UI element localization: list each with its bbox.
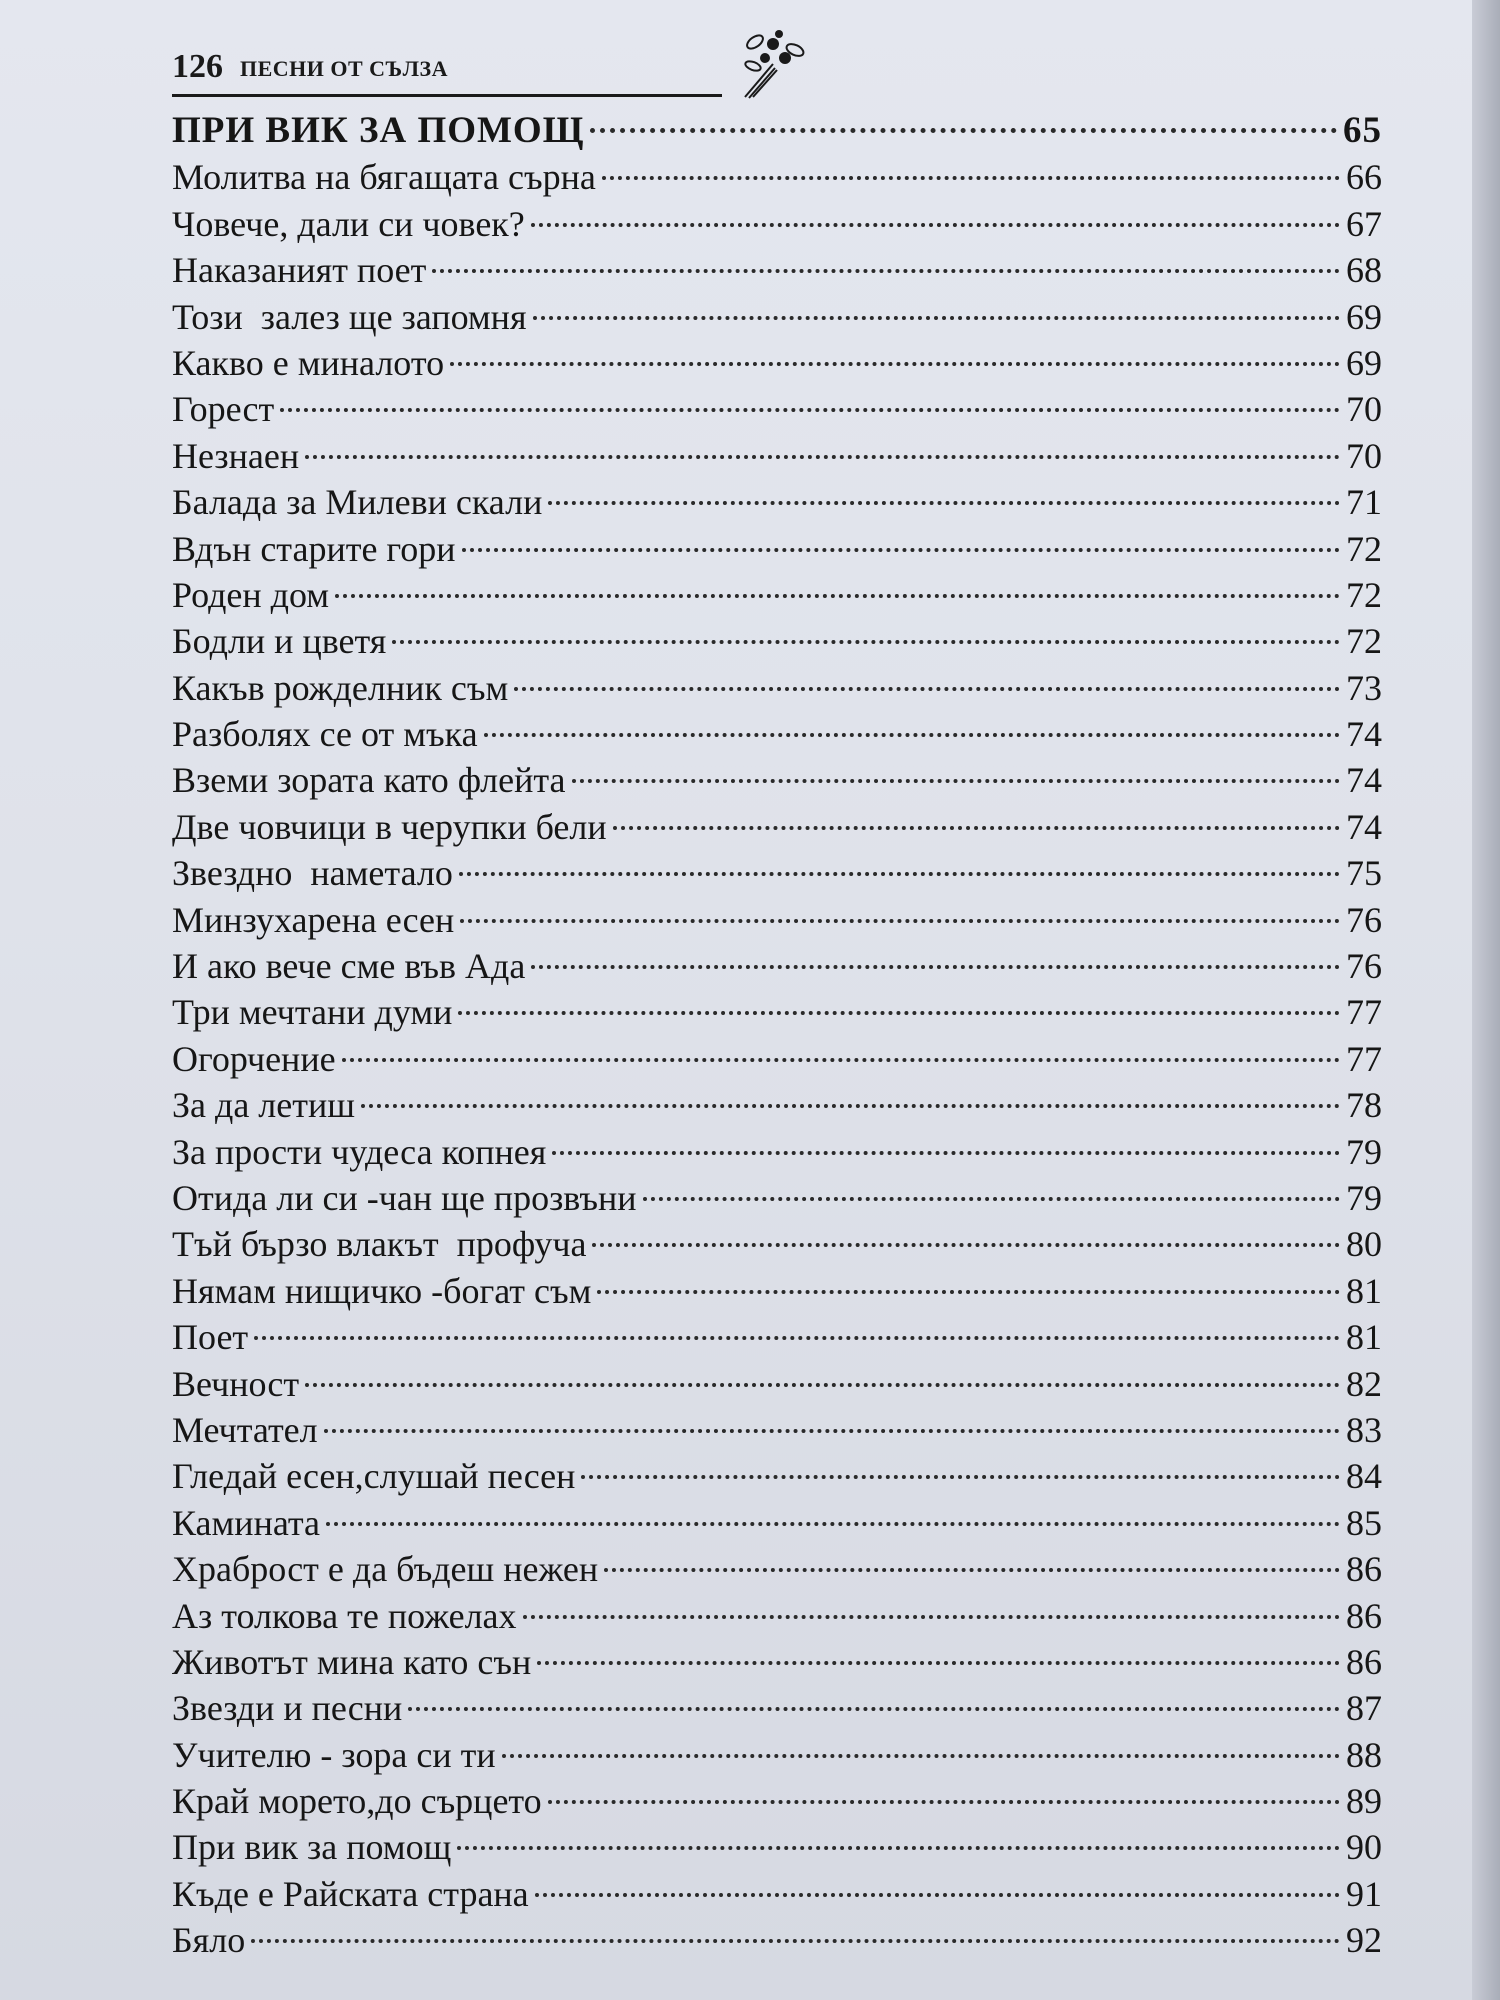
toc-entry-page: 72 bbox=[1346, 528, 1382, 569]
toc-entry-page: 70 bbox=[1346, 435, 1382, 476]
book-title: ПЕСНИ ОТ СЪЛЗА bbox=[240, 56, 449, 81]
toc-entry-title: Разболях се от мъка bbox=[172, 714, 478, 755]
toc-entry bbox=[172, 1639, 1382, 1685]
dot-leader bbox=[537, 1661, 1340, 1665]
toc-entry-page: 76 bbox=[1346, 946, 1382, 987]
dot-leader bbox=[326, 1522, 1340, 1526]
toc-entry bbox=[172, 247, 1382, 293]
toc-entry-title: Гледай есен,слушай песен bbox=[172, 1456, 576, 1497]
toc-entry bbox=[172, 1314, 1382, 1360]
toc-entry-title: Огорчение bbox=[172, 1038, 336, 1079]
toc-entry bbox=[172, 1917, 1382, 1963]
toc-entry-page: 74 bbox=[1346, 714, 1382, 755]
toc-entry bbox=[172, 526, 1382, 572]
page-edge bbox=[1472, 0, 1500, 2000]
toc-entry-page: 91 bbox=[1346, 1873, 1382, 1914]
running-header bbox=[172, 38, 792, 98]
toc-entry-page: 81 bbox=[1346, 1270, 1382, 1311]
toc-entry bbox=[172, 479, 1382, 525]
toc-entry-title: Молитва на бягащата сърна bbox=[172, 157, 596, 198]
dot-leader bbox=[251, 1939, 1340, 1943]
toc-entry-page: 68 bbox=[1346, 250, 1382, 291]
toc-entry-title: Този залез ще запомня bbox=[172, 296, 527, 337]
dot-leader bbox=[408, 1707, 1340, 1711]
dot-leader bbox=[280, 408, 1340, 412]
toc-entry-title: Горест bbox=[172, 389, 275, 430]
toc-entry bbox=[172, 711, 1382, 757]
toc-entry bbox=[172, 665, 1382, 711]
toc-entry-title: Какво е миналото bbox=[172, 342, 445, 383]
dot-leader bbox=[572, 779, 1340, 783]
toc-entry-title: Какъв рожделник съм bbox=[172, 667, 509, 708]
toc-entry-title: Учителю - зора си ти bbox=[172, 1734, 496, 1775]
dot-leader bbox=[643, 1197, 1340, 1201]
dot-leader bbox=[462, 548, 1340, 552]
toc-entry bbox=[172, 804, 1382, 850]
dot-leader bbox=[531, 965, 1340, 969]
toc-entry-page: 67 bbox=[1346, 203, 1382, 244]
toc-entry-title: Бяло bbox=[172, 1920, 246, 1961]
toc-entry bbox=[172, 1824, 1382, 1870]
toc-entry-page: 90 bbox=[1346, 1827, 1382, 1868]
toc-entry bbox=[172, 340, 1382, 386]
toc-entry bbox=[172, 1407, 1382, 1453]
dot-leader bbox=[597, 1290, 1340, 1294]
toc-entry-title: Камината bbox=[172, 1502, 321, 1543]
toc-entry-title: Животът мина като сън bbox=[172, 1641, 532, 1682]
toc-entry bbox=[172, 1593, 1382, 1639]
toc-entry-page: 74 bbox=[1346, 806, 1382, 847]
toc-entry-title: Край морето,до сърцето bbox=[172, 1781, 542, 1822]
toc-entry-title: Поет bbox=[172, 1317, 249, 1358]
toc-entry-page: 77 bbox=[1346, 992, 1382, 1033]
toc-entry-title: Мечтател bbox=[172, 1409, 318, 1450]
toc-entry bbox=[172, 201, 1382, 247]
toc-entry bbox=[172, 1036, 1382, 1082]
toc-entry bbox=[172, 1453, 1382, 1499]
toc-entry-title: Храброст е да бъдеш нежен bbox=[172, 1549, 599, 1590]
dot-leader bbox=[361, 1104, 1340, 1108]
toc-entry-title: За да летиш bbox=[172, 1085, 355, 1126]
dot-leader bbox=[457, 1846, 1340, 1850]
toc-entry-page: 65 bbox=[1343, 110, 1382, 151]
dot-leader bbox=[305, 455, 1340, 459]
toc-entry bbox=[172, 1361, 1382, 1407]
dot-leader bbox=[514, 687, 1340, 691]
toc-entry-page: 84 bbox=[1346, 1456, 1382, 1497]
toc-entry-title: Вечност bbox=[172, 1363, 300, 1404]
toc-entry-title: Тъй бързо влакът профуча bbox=[172, 1224, 587, 1265]
toc-entry-title: Вземи зората като флейта bbox=[172, 760, 566, 801]
dot-leader bbox=[324, 1429, 1340, 1433]
toc-entry-page: 89 bbox=[1346, 1781, 1382, 1822]
toc-entry-title: Бодли и цветя bbox=[172, 621, 387, 662]
toc-entry-title: Незнаен bbox=[172, 435, 300, 476]
toc-entry-page: 70 bbox=[1346, 389, 1382, 430]
dot-leader bbox=[592, 1243, 1340, 1247]
toc-entry bbox=[172, 1175, 1382, 1221]
dot-leader bbox=[342, 1058, 1340, 1062]
toc-entry bbox=[172, 1546, 1382, 1592]
dot-leader bbox=[502, 1754, 1340, 1758]
dot-leader bbox=[432, 269, 1340, 273]
toc-entry-title: Балада за Милеви скали bbox=[172, 482, 543, 523]
toc-entry-page: 78 bbox=[1346, 1085, 1382, 1126]
toc-entry-title: За прости чудеса копнея bbox=[172, 1131, 547, 1172]
dot-leader bbox=[535, 1893, 1340, 1897]
toc-entry-page: 80 bbox=[1346, 1224, 1382, 1265]
toc-entry-page: 79 bbox=[1346, 1131, 1382, 1172]
dot-leader bbox=[531, 223, 1340, 227]
toc-entry-page: 88 bbox=[1346, 1734, 1382, 1775]
header-rule bbox=[172, 94, 722, 97]
toc-entry-page: 75 bbox=[1346, 853, 1382, 894]
toc-entry-page: 86 bbox=[1346, 1641, 1382, 1682]
toc-entry-title: ПРИ ВИК ЗА ПОМОЩ bbox=[172, 110, 585, 151]
dot-leader bbox=[458, 1011, 1340, 1015]
dot-leader bbox=[548, 501, 1340, 505]
toc-entry-page: 76 bbox=[1346, 899, 1382, 940]
toc-entry-page: 92 bbox=[1346, 1920, 1382, 1961]
toc-entry bbox=[172, 989, 1382, 1035]
toc-entry-page: 86 bbox=[1346, 1549, 1382, 1590]
toc-entry-title: Отида ли си -чан ще прозвъни bbox=[172, 1177, 637, 1218]
dot-leader bbox=[392, 640, 1340, 644]
toc-entry bbox=[172, 618, 1382, 664]
toc-entry bbox=[172, 294, 1382, 340]
toc-entry-page: 74 bbox=[1346, 760, 1382, 801]
toc-entry bbox=[172, 1500, 1382, 1546]
dot-leader bbox=[484, 733, 1340, 737]
dot-leader bbox=[552, 1151, 1340, 1155]
page-number: 126 bbox=[172, 48, 223, 85]
toc-entry-title: Наказаният поет bbox=[172, 250, 427, 291]
toc-entry bbox=[172, 943, 1382, 989]
toc-entry bbox=[172, 1732, 1382, 1778]
dot-leader bbox=[613, 826, 1340, 830]
toc-entry bbox=[172, 1778, 1382, 1824]
toc-entry-page: 72 bbox=[1346, 621, 1382, 662]
toc-entry-title: Две човчици в черупки бели bbox=[172, 806, 607, 847]
toc-entry bbox=[172, 1871, 1382, 1917]
dot-leader bbox=[604, 1568, 1340, 1572]
toc-entry bbox=[172, 1129, 1382, 1175]
dot-leader bbox=[450, 362, 1340, 366]
toc-entry-page: 71 bbox=[1346, 482, 1382, 523]
toc-entry-page: 83 bbox=[1346, 1409, 1382, 1450]
dot-leader bbox=[581, 1475, 1340, 1479]
toc-entry-title: Аз толкова те пожелах bbox=[172, 1595, 517, 1636]
toc-entry-title: И ако вече сме във Ада bbox=[172, 946, 526, 987]
dot-leader bbox=[533, 316, 1341, 320]
toc-entry-title: Звездно наметало bbox=[172, 853, 453, 894]
toc-entry bbox=[172, 850, 1382, 896]
dot-leader bbox=[305, 1383, 1340, 1387]
toc-entry-page: 86 bbox=[1346, 1595, 1382, 1636]
toc-entry-title: Къде е Райската страна bbox=[172, 1873, 529, 1914]
toc-entry-title: При вик за помощ bbox=[172, 1827, 452, 1868]
toc-section-heading bbox=[172, 108, 1382, 154]
toc-entry-title: Роден дом bbox=[172, 574, 330, 615]
toc-entry bbox=[172, 154, 1382, 200]
toc-entry-page: 69 bbox=[1346, 296, 1382, 337]
toc-entry-page: 85 bbox=[1346, 1502, 1382, 1543]
toc-entry-title: Три мечтани думи bbox=[172, 992, 453, 1033]
dot-leader bbox=[459, 872, 1340, 876]
toc-entry bbox=[172, 1685, 1382, 1731]
toc-entry-title: Звезди и песни bbox=[172, 1688, 403, 1729]
toc-entry-title: Минзухарена есен bbox=[172, 899, 455, 940]
dot-leader bbox=[460, 919, 1340, 923]
toc-entry bbox=[172, 897, 1382, 943]
flower-sprig-icon bbox=[735, 22, 810, 102]
toc-entry bbox=[172, 386, 1382, 432]
toc-entry bbox=[172, 1268, 1382, 1314]
dot-leader bbox=[254, 1336, 1340, 1340]
toc-entry-page: 87 bbox=[1346, 1688, 1382, 1729]
toc-entry-page: 72 bbox=[1346, 574, 1382, 615]
toc-entry-page: 82 bbox=[1346, 1363, 1382, 1404]
toc-entry bbox=[172, 757, 1382, 803]
toc-entry-page: 69 bbox=[1346, 342, 1382, 383]
toc-entry bbox=[172, 1082, 1382, 1128]
toc-entry-page: 79 bbox=[1346, 1177, 1382, 1218]
dot-leader bbox=[590, 128, 1337, 133]
toc-entry-title: Човече, дали си човек? bbox=[172, 203, 525, 244]
dot-leader bbox=[523, 1615, 1340, 1619]
toc-entry-page: 73 bbox=[1346, 667, 1382, 708]
dot-leader bbox=[602, 176, 1340, 180]
toc-entry-page: 81 bbox=[1346, 1317, 1382, 1358]
toc-entry-title: Нямам нищичко -богат съм bbox=[172, 1270, 592, 1311]
toc-entry bbox=[172, 433, 1382, 479]
toc-entry bbox=[172, 1221, 1382, 1267]
toc-entry-title: Вдън старите гори bbox=[172, 528, 456, 569]
dot-leader bbox=[548, 1800, 1340, 1804]
dot-leader bbox=[335, 594, 1340, 598]
table-of-contents bbox=[172, 108, 1382, 1964]
toc-entry bbox=[172, 572, 1382, 618]
toc-entry-page: 66 bbox=[1346, 157, 1382, 198]
toc-entry-page: 77 bbox=[1346, 1038, 1382, 1079]
